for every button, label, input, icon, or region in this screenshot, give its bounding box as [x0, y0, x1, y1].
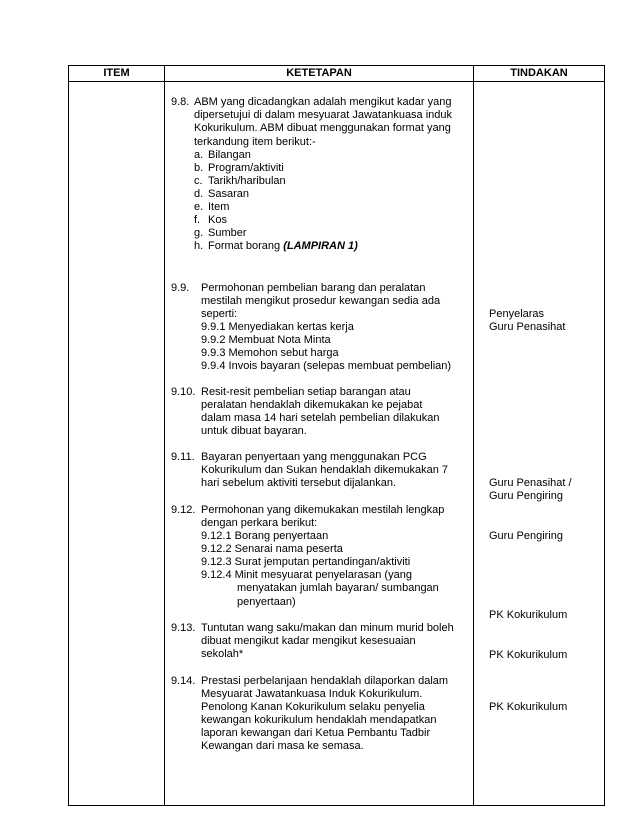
header-ketetapan: KETETAPAN	[286, 67, 352, 79]
section-number: 9.11.	[171, 451, 195, 463]
section-line: seperti:	[201, 308, 238, 320]
list-marker: g.	[194, 227, 204, 239]
section-line: Kokurikulum dan Sukan hendaklah dikemukakan 7	[201, 464, 449, 476]
list-marker: e.	[194, 201, 204, 213]
header-item: ITEM	[103, 67, 130, 79]
tindakan-entry: Guru Pengiring	[489, 490, 563, 502]
section-line: Bayaran penyertaan yang menggunakan PCG	[201, 451, 427, 463]
section-line: Permohonan pembelian barang dan peralatan	[201, 282, 426, 294]
section-line: Resit-resit pembelian setiap barangan atau	[201, 386, 411, 398]
section-line: Permohonan yang dikemukakan mestilah lengkap	[201, 504, 445, 516]
list-item: Item	[208, 201, 230, 213]
table-border-right	[604, 65, 605, 806]
section-number: 9.10.	[171, 386, 196, 398]
table-border-bottom	[68, 805, 605, 806]
section-line: kewangan kokurikulum hendaklah mendapatkan	[201, 714, 437, 726]
sub-item-continuation: menyatakan jumlah bayaran/ sumbangan	[237, 582, 439, 594]
tindakan-entry: PK Kokurikulum	[489, 609, 568, 621]
list-marker: b.	[194, 162, 204, 174]
section-line: Penolong Kanan Kokurikulum selaku penyelia	[201, 701, 425, 713]
lampiran-reference: (LAMPIRAN 1)	[283, 240, 358, 252]
table-border-top	[68, 65, 605, 66]
column-divider-2	[473, 65, 474, 806]
list-item: Program/aktiviti	[208, 162, 284, 174]
sub-item-continuation: penyertaan)	[237, 596, 296, 608]
sub-item: 9.12.4 Minit mesyuarat penyelarasan (yang	[201, 569, 412, 581]
list-item: Tarikh/haribulan	[208, 175, 286, 187]
section-number: 9.14.	[171, 675, 196, 687]
sub-item: 9.12.3 Surat jemputan pertandingan/aktiviti	[201, 556, 411, 568]
section-line: dalam masa 14 hari setelah pembelian dilakukan	[201, 412, 440, 424]
sub-item: 9.9.4 Invois bayaran (selepas membuat pembelian)	[201, 360, 452, 372]
tindakan-entry: PK Kokurikulum	[489, 649, 568, 661]
section-number: 9.13.	[171, 622, 196, 634]
table-border-left	[68, 65, 69, 806]
list-item: Sasaran	[208, 188, 249, 200]
list-marker: a.	[194, 149, 204, 161]
section-line: dengan perkara berikut:	[201, 517, 318, 529]
list-marker: f.	[194, 214, 201, 226]
sub-item: 9.9.3 Memohon sebut harga	[201, 347, 339, 359]
section-line: dipersetujui di dalam mesyuarat Jawatankuasa induk	[194, 109, 453, 121]
section-line: Kewangan dari masa ke semasa.	[201, 740, 364, 752]
list-marker: c.	[194, 175, 203, 187]
section-line: peralatan hendaklah dikemukakan ke pejabat	[201, 399, 423, 411]
section-line: sekolah*	[201, 648, 244, 660]
sub-item: 9.12.2 Senarai nama peserta	[201, 543, 343, 555]
header-tindakan: TINDAKAN	[510, 67, 568, 79]
section-line: laporan kewangan dari Ketua Pembantu Tadbir	[201, 727, 431, 739]
section-number: 9.12.	[171, 504, 196, 516]
list-marker: h.	[194, 240, 204, 252]
sub-item: 9.12.1 Borang penyertaan	[201, 530, 329, 542]
section-line: Kokurikulum. ABM dibuat menggunakan format yang	[194, 122, 451, 134]
section-line: Tuntutan wang saku/makan dan minum murid boleh	[201, 622, 454, 634]
section-line: Mesyuarat Jawatankuasa Induk Kokurikulum.	[201, 688, 423, 700]
sub-item: 9.9.1 Menyediakan kertas kerja	[201, 321, 354, 333]
section-line: Prestasi perbelanjaan hendaklah dilaporkan dalam	[201, 675, 449, 687]
sub-item: 9.9.2 Membuat Nota Minta	[201, 334, 331, 346]
list-item	[208, 240, 358, 253]
section-line: mestilah mengikut prosedur kewangan sedia ada	[201, 295, 441, 307]
list-item: Kos	[208, 214, 227, 226]
list-item-text: Format borang	[208, 240, 284, 252]
section-line: hari sebelum aktiviti tersebut dijalankan.	[201, 477, 397, 489]
section-line: dibuat mengikut kadar mengikut kesesuaian	[201, 635, 416, 647]
tindakan-entry: Guru Penasihat /	[489, 477, 572, 489]
section-line: ABM yang dicadangkan adalah mengikut kadar yang	[194, 96, 452, 108]
list-item: Sumber	[208, 227, 247, 239]
tindakan-entry: PK Kokurikulum	[489, 701, 568, 713]
section-number: 9.9.	[171, 282, 190, 294]
section-line: terkandung item berikut:-	[194, 136, 316, 148]
column-divider-1	[164, 65, 165, 806]
tindakan-entry: Guru Pengiring	[489, 530, 563, 542]
list-marker: d.	[194, 188, 204, 200]
tindakan-entry: Penyelaras	[489, 308, 545, 320]
list-item: Bilangan	[208, 149, 251, 161]
table-header-divider	[68, 81, 605, 82]
section-number: 9.8.	[171, 96, 190, 108]
tindakan-entry: Guru Penasihat	[489, 321, 566, 333]
section-line: untuk dibuat bayaran.	[201, 425, 307, 437]
